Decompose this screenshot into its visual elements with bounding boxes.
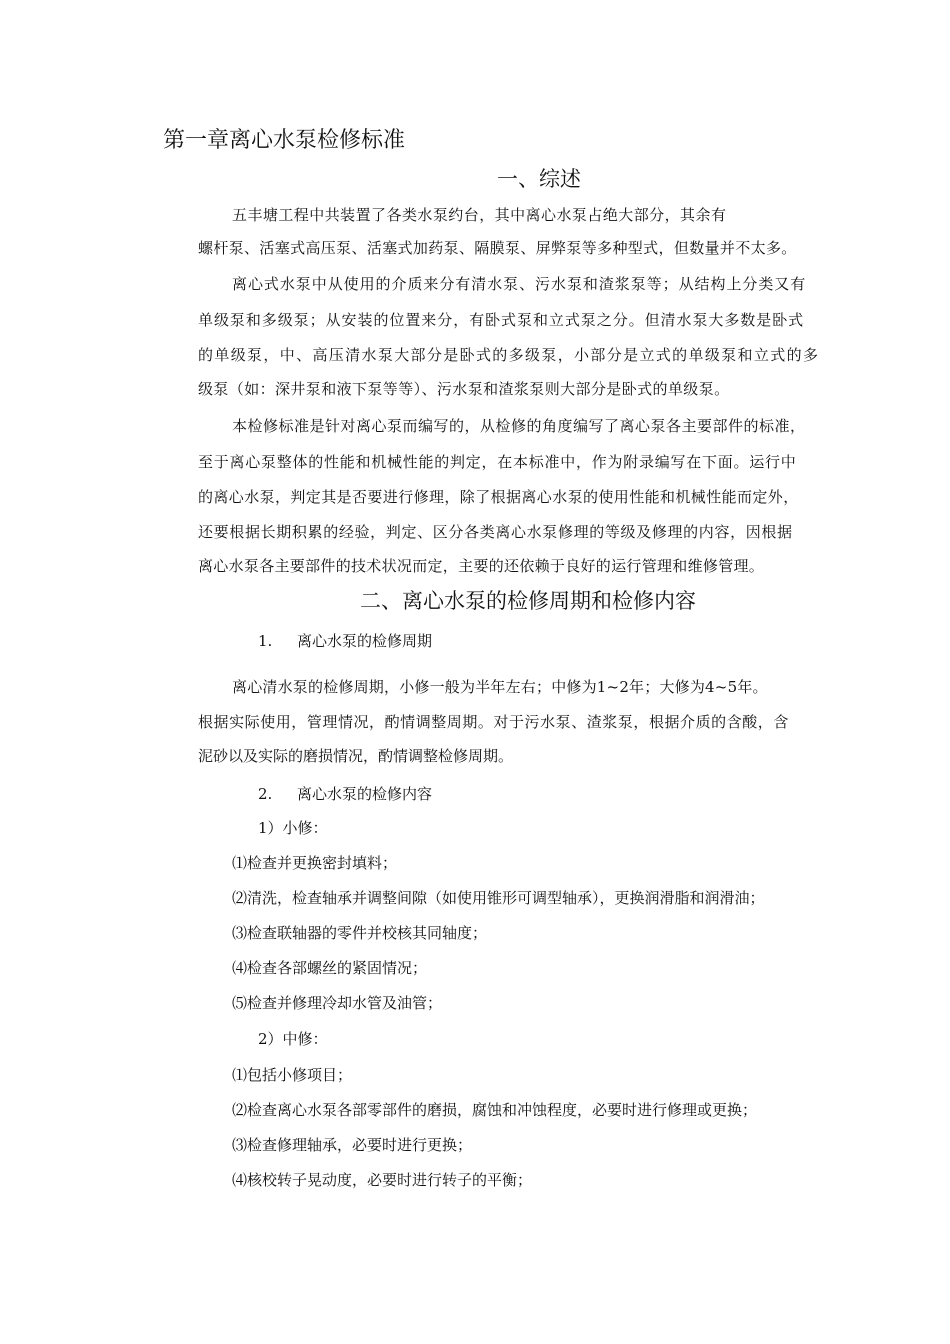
overview-line: 本检修标准是针对离心泵而编写的，从检修的角度编写了离心泵各主要部件的标准， (232, 417, 806, 435)
overview-line: 单级泵和多级泵；从安装的位置来分，有卧式泵和立式泵之分。但清水泵大多数是卧式 (198, 311, 805, 329)
list-item: ⑷核校转子晃动度，必要时进行转子的平衡； (232, 1171, 533, 1189)
overview-line: 五丰塘工程中共装置了各类水泵约台，其中离心水泵占绝大部分，其余有 (232, 206, 727, 224)
list-item: ⑴检查并更换密封填料； (232, 854, 398, 872)
overview-line: 还要根据长期积累的经验，判定、区分各类离心水泵修理的等级及修理的内容，因根据 (198, 523, 793, 541)
section-heading-maintenance: 二、离心水泵的检修周期和检修内容 (360, 589, 696, 613)
chapter-title: 第一章离心水泵检修标准 (163, 128, 406, 153)
subsection-title-period: 离心水泵的检修周期 (297, 632, 433, 650)
subsection-number: 1. (258, 632, 273, 650)
section-heading-overview: 一、综述 (497, 167, 581, 191)
list-item: ⑵清洗，检查轴承并调整间隙（如使用锥形可调型轴承），更换润滑脂和润滑油； (232, 889, 765, 907)
minor-repair-label: 1）小修： (258, 819, 328, 837)
overview-line: 离心式水泵中从使用的介质来分有清水泵、污水泵和渣浆泵等；从结构上分类又有 (232, 275, 807, 293)
list-item: ⑸检查并修理冷却水管及油管； (232, 994, 443, 1012)
overview-line: 的离心水泵，判定其是否要进行修理，除了根据离心水泵的使用性能和机械性能而定外， (198, 488, 799, 506)
period-line: 泥砂以及实际的磨损情况，酌情调整检修周期。 (198, 747, 514, 765)
list-item: ⑴包括小修项目； (232, 1066, 353, 1084)
subsection-number: 2. (258, 785, 273, 803)
list-item: ⑵检查离心水泵各部零部件的磨损，腐蚀和冲蚀程度，必要时进行修理或更换； (232, 1101, 758, 1119)
period-line: 根据实际使用，管理情况，酌情调整周期。对于污水泵、渣浆泵，根据介质的含酸，含 (198, 713, 789, 731)
overview-line: 至于离心泵整体的性能和机械性能的判定，在本标准中，作为附录编写在下面。运行中 (198, 453, 797, 471)
list-item: ⑶检查修理轴承，必要时进行更换； (232, 1136, 473, 1154)
overview-line: 级泵（如：深井泵和液下泵等等）、污水泵和渣浆泵则大部分是卧式的单级泵。 (198, 380, 730, 398)
subsection-title-content: 离心水泵的检修内容 (297, 785, 433, 803)
list-item: ⑶检查联轴器的零件并校核其同轴度； (232, 924, 488, 942)
list-item: ⑷检查各部螺丝的紧固情况； (232, 959, 428, 977)
medium-repair-label: 2）中修： (258, 1030, 328, 1048)
period-line: 离心清水泵的检修周期，小修一般为半年左右；中修为1~2年；大修为4~5年。 (232, 678, 768, 696)
overview-line: 的单级泵，中、高压清水泵大部分是卧式的多级泵，小部分是立式的单级泵和立式的多 (198, 346, 820, 364)
overview-line: 螺杆泵、活塞式高压泵、活塞式加药泵、隔膜泵、屏弊泵等多种型式，但数量并不太多。 (198, 239, 797, 257)
overview-line: 离心水泵各主要部件的技术状况而定，主要的还依赖于良好的运行管理和维修管理。 (198, 557, 765, 575)
